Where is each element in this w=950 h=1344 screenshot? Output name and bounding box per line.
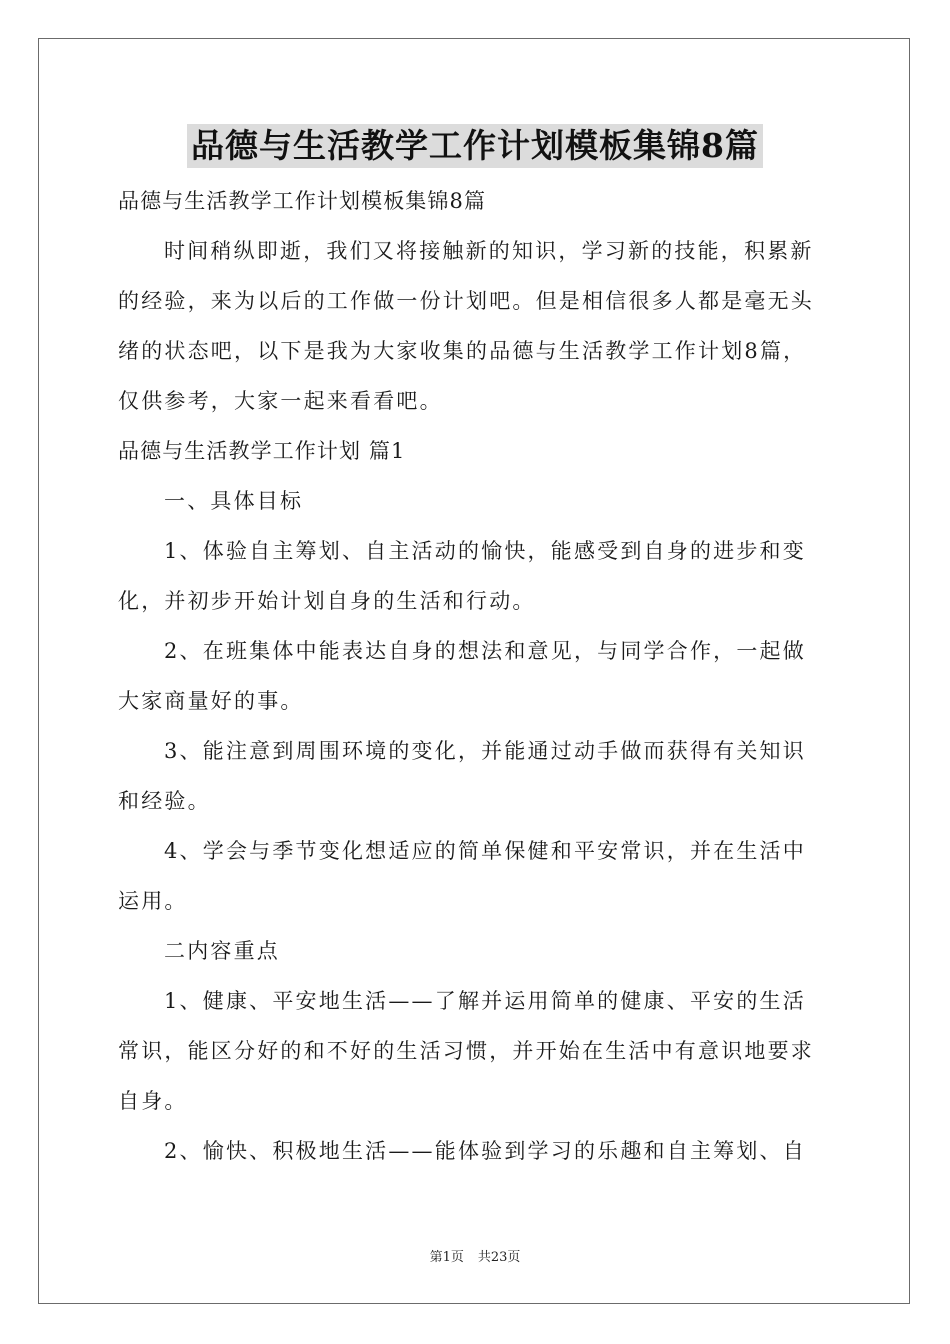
document-title-text: 品德与生活教学工作计划模板集锦8篇 [187, 124, 763, 168]
page-footer [0, 1246, 950, 1265]
body-line: 二内容重点 [164, 939, 280, 963]
page-number: 第1页 [429, 1250, 464, 1265]
body-line: 1、体验自主筹划、自主活动的愉快，能感受到自身的进步和变 [164, 539, 806, 563]
body-line: 1、健康、平安地生活——了解并运用简单的健康、平安的生活 [164, 989, 806, 1013]
body-line: 仅供参考，大家一起来看看吧。 [118, 389, 443, 413]
body-line: 4、学会与季节变化想适应的简单保健和平安常识，并在生活中 [164, 839, 806, 863]
body-line: 化，并初步开始计划自身的生活和行动。 [118, 589, 536, 613]
body-line: 2、愉快、积极地生活——能体验到学习的乐趣和自主筹划、自 [164, 1139, 806, 1163]
document-body [118, 176, 834, 1176]
body-line: 自身。 [118, 1089, 188, 1113]
page-total: 共23页 [477, 1250, 521, 1265]
document-title [0, 124, 950, 172]
body-line: 时间稍纵即逝，我们又将接触新的知识，学习新的技能，积累新 [164, 239, 814, 263]
body-line: 绪的状态吧，以下是我为大家收集的品德与生活教学工作计划8篇， [118, 339, 807, 363]
body-line: 2、在班集体中能表达自身的想法和意见，与同学合作，一起做 [164, 639, 806, 663]
body-line: 和经验。 [118, 789, 211, 813]
body-line: 品德与生活教学工作计划模板集锦8篇 [118, 189, 487, 213]
body-line: 的经验，来为以后的工作做一份计划吧。但是相信很多人都是毫无头 [118, 289, 814, 313]
body-line: 一、具体目标 [164, 489, 304, 513]
body-line: 大家商量好的事。 [118, 689, 304, 713]
body-line: 运用。 [118, 889, 188, 913]
section-heading: 品德与生活教学工作计划 篇1 [118, 439, 406, 463]
body-line: 3、能注意到周围环境的变化，并能通过动手做而获得有关知识 [164, 739, 806, 763]
body-line: 常识，能区分好的和不好的生活习惯，并开始在生活中有意识地要求 [118, 1039, 814, 1063]
